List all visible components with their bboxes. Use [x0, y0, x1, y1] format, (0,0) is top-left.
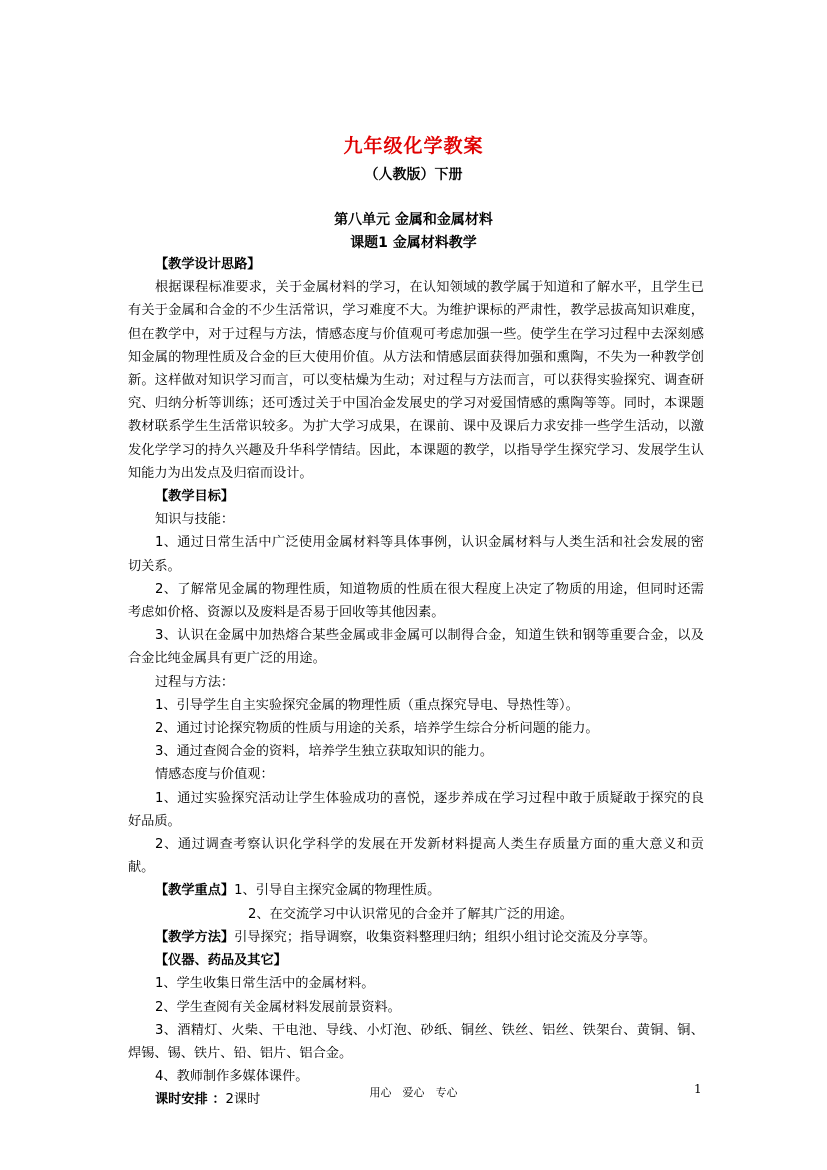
- methods-heading: 【教学方法】: [155, 929, 235, 945]
- unit-heading: 第八单元 金属和金属材料: [334, 212, 493, 228]
- knowledge-item: 3、认识在金属中加热熔合某些金属或非金属可以制得合金，知道生铁和钢等重要合金，以及合金比纯金属具有更广泛的用途。: [128, 628, 704, 667]
- knowledge-item: 1、通过日常生活中广泛使用金属材料等具体事例，认识金属材料与人类生活和社会发展的密切关系。: [128, 535, 704, 574]
- key-point-item: 1、引导自主探究金属的物理性质。: [234, 883, 441, 899]
- document-subtitle: （人教版）下册: [364, 167, 463, 183]
- goals-heading: 【教学目标】: [155, 489, 235, 505]
- materials-heading: 【仪器、药品及其它】: [155, 953, 287, 969]
- process-item: 2、通过讨论探究物质的性质与用途的关系，培养学生综合分析问题的能力。: [155, 721, 599, 737]
- emotion-item: 2、通过调查考察认识化学科学的发展在开发新材料提高人类生存质量方面的重大意义和贡献。: [128, 837, 704, 876]
- process-item: 1、引导学生自主实验探究金属的物理性质（重点探究导电、导热性等）。: [155, 697, 579, 713]
- emotion-label: 情感态度与价值观：: [155, 767, 274, 783]
- key-point-item: 2、在交流学习中认识常见的合金并了解其广泛的用途。: [248, 906, 573, 922]
- knowledge-label: 知识与技能：: [155, 512, 235, 528]
- material-item: 4、教师制作多媒体课件。: [155, 1069, 309, 1085]
- lesson-heading: 课题1 金属材料教学: [350, 235, 477, 251]
- material-item: 3、酒精灯、火柴、干电池、导线、小灯泡、砂纸、铜丝、铁丝、铝丝、铁架台、黄铜、铜、焊锡、锡、铁片、铅、铝片、铝合金。: [128, 1022, 704, 1061]
- methods-text: 引导探究；指导调察，收集资料整理归纳；组织小组讨论交流及分享等。: [234, 929, 657, 945]
- key-points-heading: 【教学重点】: [155, 883, 235, 899]
- material-item: 2、学生查阅有关金属材料发展前景资料。: [155, 999, 401, 1015]
- key-points: [128, 879, 704, 902]
- document-body: [128, 253, 704, 1112]
- document-title: 九年级化学教案: [343, 135, 484, 157]
- process-label: 过程与方法：: [155, 674, 235, 690]
- schedule-label: 课时安排 ：: [155, 1092, 226, 1108]
- page-footer: 用心 爱心 专心: [369, 1086, 458, 1099]
- knowledge-item: 2、了解常见金属的物理性质，知道物质的性质在很大程度上决定了物质的用途，但同时还需考虑如价格、资源以及废料是否易于回收等其他因素。: [128, 581, 704, 621]
- schedule-value: 2课时: [225, 1092, 261, 1108]
- design-paragraph: 根据课程标准要求，关于金属材料的学习，在认知领域的教学属于知道和了解水平，且学生已有关于金属和合金的不少生活常识，学习难度不大。为维护课标的严肃性，教学忌拔高知识难度，但在教学中，对于过程与方法，情感态度与价值观可考虑加强一些。使学生在学习过程中去深刻感知金属的物理性质及合金的巨大使用价值。从方法和情感层面获得加强和熏陶，不失为一种教学创新。这样做对知识学习而言，可以变枯燥为生动；对过程与方法而言，可以获得实验探究、调查研究、归纳分析等训练；还可透过关于中国冶金发展史的学习对爱国情感的熏陶等等。同时，本课题教材联系学生生活常识较多。为扩大学习成果，在课前、课中及课后力求安排一些学生活动，以激发化学学习的持久兴趣及升华科学情结。因此，本课题的教学，以指导学生探究学习、发展学生认知能力为出发点及归宿而设计。: [128, 280, 704, 481]
- process-item: 3、通过查阅合金的资料，培养学生独立获取知识的能力。: [155, 744, 494, 760]
- page-number: 1: [694, 1082, 702, 1096]
- emotion-item: 1、通过实验探究活动让学生体验成功的喜悦，逐步养成在学习过程中敢于质疑敢于探究的良好品质。: [128, 790, 704, 829]
- methods: [128, 926, 704, 949]
- design-heading: 【教学设计思路】: [155, 257, 261, 272]
- material-item: 1、学生收集日常生活中的金属材料。: [155, 976, 375, 992]
